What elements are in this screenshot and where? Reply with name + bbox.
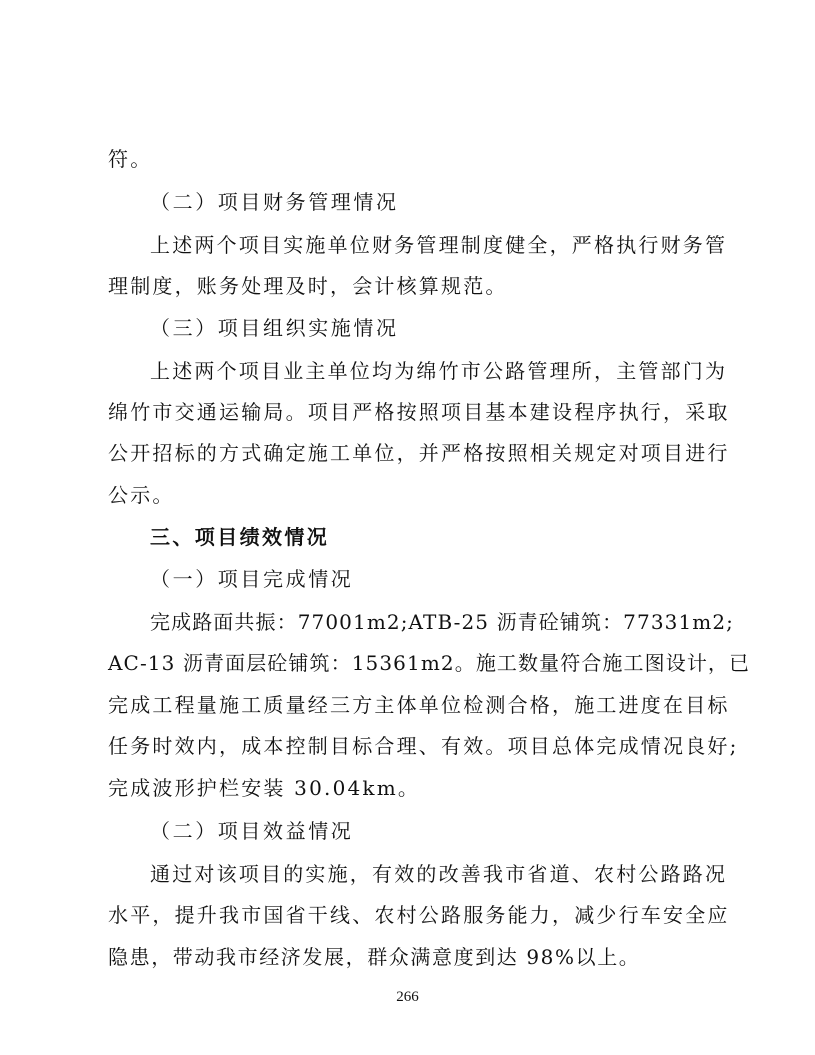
paragraph-line: 上述两个项目业主单位均为绵竹市公路管理所，主管部门为 <box>150 359 728 383</box>
paragraph-line: 符。 <box>108 147 153 171</box>
paragraph-line: AC-13 沥青面层砼铺筑：15361m2。施工数量符合施工图设计，已 <box>108 651 751 675</box>
paragraph-line: 完成路面共振：77001m2;ATB-25 沥青砼铺筑：77331m2; <box>150 610 735 634</box>
paragraph-line: 理制度，账务处理及时，会计核算规范。 <box>108 274 508 298</box>
paragraph-line: 隐患，带动我市经济发展，群众满意度到达 98%以上。 <box>108 945 641 969</box>
paragraph-line: 水平，提升我市国省干线、农村公路服务能力，减少行车安全应 <box>108 903 730 927</box>
section-heading: 三、项目绩效情况 <box>150 525 330 549</box>
section-subheading: （三）项目组织实施情况 <box>150 316 399 340</box>
section-subheading: （二）项目财务管理情况 <box>150 190 399 214</box>
section-subheading: （一）项目完成情况 <box>150 567 354 591</box>
paragraph-line: 公开招标的方式确定施工单位，并严格按照相关规定对项目进行 <box>108 441 730 465</box>
paragraph-line: 绵竹市交通运输局。项目严格按照项目基本建设程序执行，采取 <box>108 400 730 424</box>
section-subheading: （二）项目效益情况 <box>150 819 354 843</box>
paragraph-line: 完成工程量施工质量经三方主体单位检测合格，施工进度在目标 <box>108 693 730 717</box>
paragraph-line: 完成波形护栏安装 30.04km。 <box>108 776 421 800</box>
paragraph-line: 任务时效内，成本控制目标合理、有效。项目总体完成情况良好; <box>108 734 739 758</box>
paragraph-line: 公示。 <box>108 483 175 507</box>
paragraph-line: 通过对该项目的实施，有效的改善我市省道、农村公路路况 <box>150 862 728 886</box>
paragraph-line: 上述两个项目实施单位财务管理制度健全，严格执行财务管 <box>150 233 728 257</box>
page-number: 266 <box>396 989 419 1005</box>
